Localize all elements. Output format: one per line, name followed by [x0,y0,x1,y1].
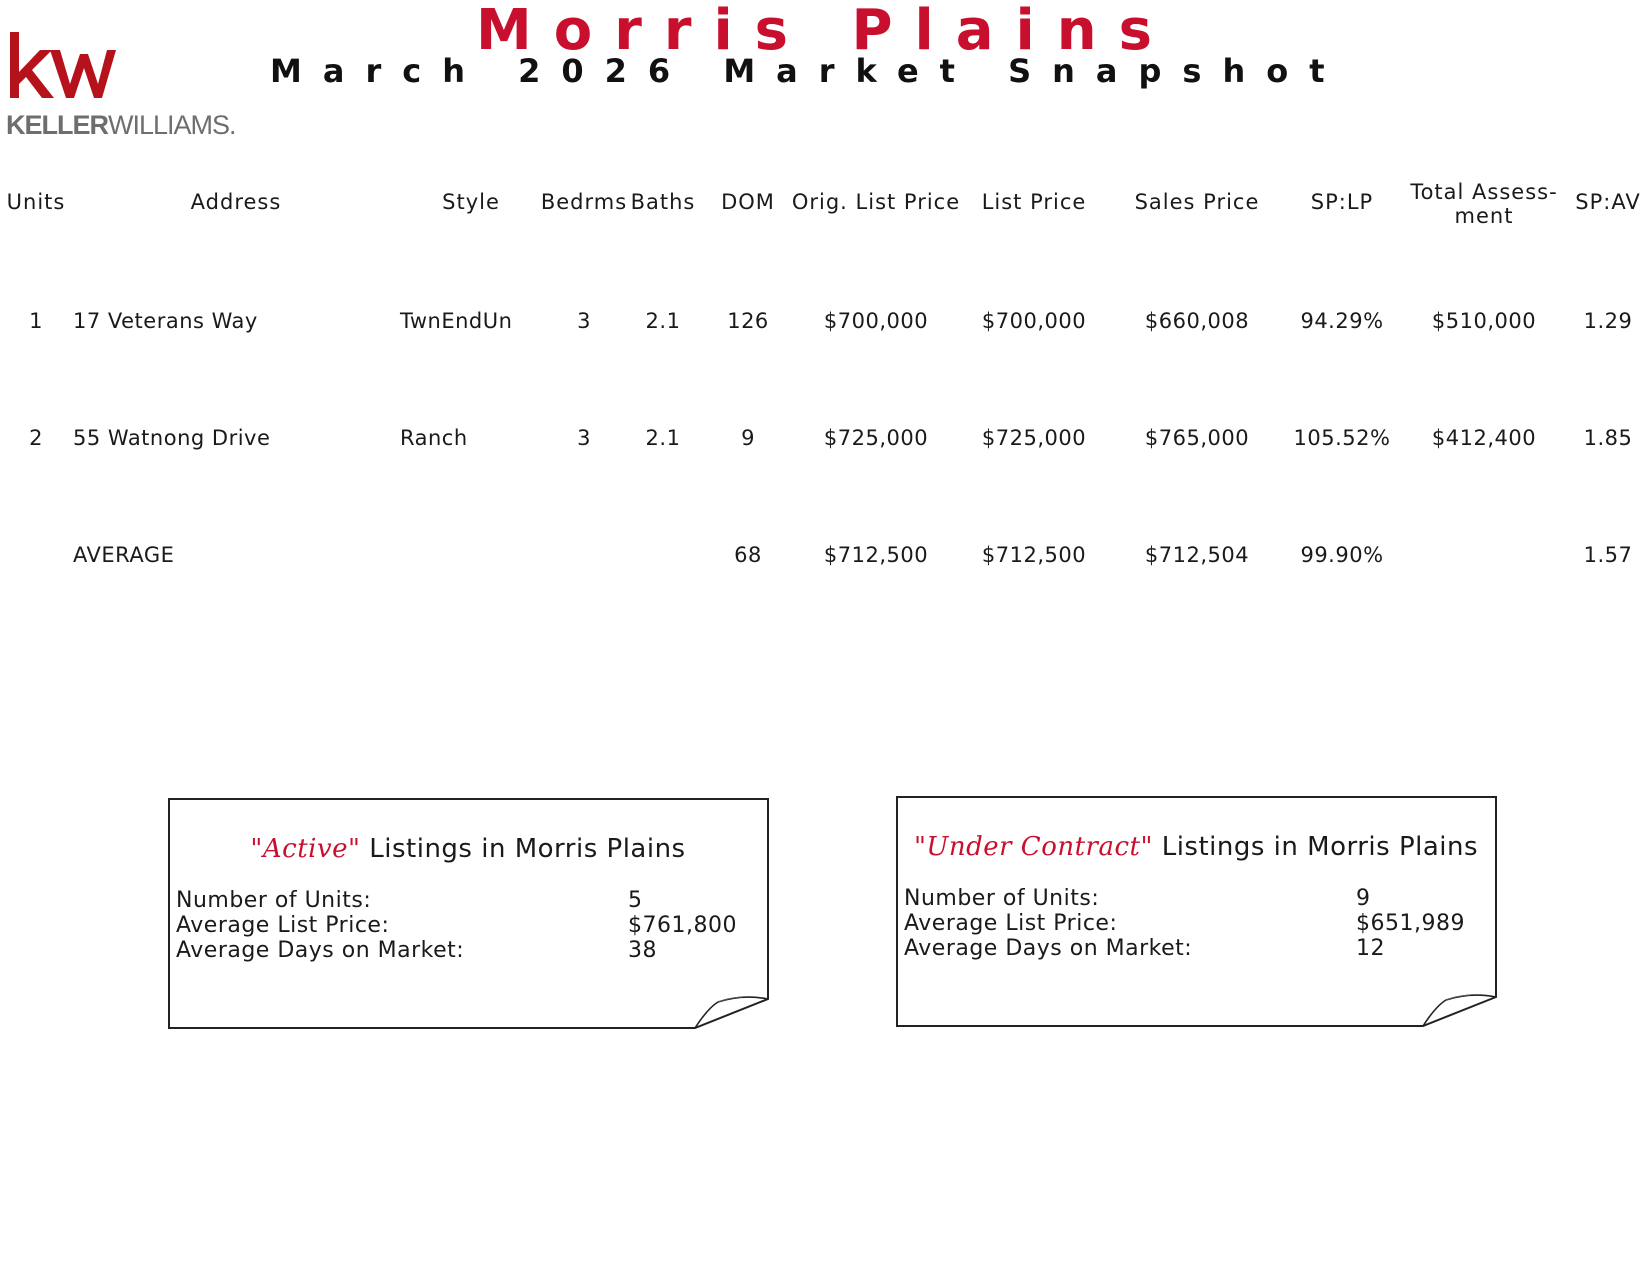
average-orig-list-price: $712,500 [823,543,929,567]
header-total-assessment-line1: Total Assess- [1410,180,1558,204]
header-sp-av: SP:AV [1575,190,1641,214]
keller-williams-wordmark: KELLERWILLIAMS. [6,110,236,140]
header-style: Style [442,190,500,214]
cell-orig-list-price: $700,000 [823,309,929,333]
header-list-price: List Price [981,190,1087,214]
cell-list-price: $700,000 [981,309,1087,333]
header-address: Address [190,190,282,214]
cell-sp-lp: 105.52% [1293,426,1391,450]
header-sales-price: Sales Price [1134,190,1260,214]
cell-total-assessment: $510,000 [1431,309,1537,333]
cell-sp-lp: 94.29% [1300,309,1384,333]
average-sp-lp: 99.90% [1300,543,1384,567]
contract-avg-dom-value: 12 [1356,936,1385,961]
contract-units-label: Number of Units: [904,886,1100,911]
cell-sales-price: $765,000 [1144,426,1250,450]
average-list-price: $712,500 [981,543,1087,567]
active-listings-title: "Active" Listings in Morris Plains [250,834,686,864]
contract-avg-list-price-label: Average List Price: [904,911,1118,936]
active-listings-card [168,798,768,1028]
cell-total-assessment: $412,400 [1431,426,1537,450]
contract-units-value: 9 [1356,886,1371,911]
cell-baths: 2.1 [645,309,681,333]
under-contract-card [896,796,1496,1026]
cell-sp-av: 1.85 [1583,426,1633,450]
average-label: AVERAGE [73,543,175,567]
cell-baths: 2.1 [645,426,681,450]
cell-list-price: $725,000 [981,426,1087,450]
average-sp-av: 1.57 [1583,543,1633,567]
average-dom: 68 [734,543,762,567]
page-title: Morris Plains [476,0,1174,63]
active-avg-list-price-value: $761,800 [628,913,737,938]
header-baths: Baths [630,190,696,214]
header-units: Units [6,190,66,214]
cell-style: TwnEndUn [400,309,513,333]
header-total-assessment-line2: ment [1454,204,1514,228]
cell-bedrms: 3 [577,309,591,333]
active-units-label: Number of Units: [176,888,372,913]
cell-dom: 126 [727,309,769,333]
contract-avg-list-price-value: $651,989 [1356,911,1465,936]
active-avg-dom-label: Average Days on Market: [176,938,465,963]
page-subtitle: March 2026 Market Snapshot [270,52,1346,90]
cell-orig-list-price: $725,000 [823,426,929,450]
cell-style: Ranch [400,426,468,450]
header-total-assessment [1410,180,1557,228]
cell-address: 17 Veterans Way [73,309,258,333]
cell-sales-price: $660,008 [1144,309,1250,333]
cell-bedrms: 3 [577,426,591,450]
cell-sp-av: 1.29 [1583,309,1633,333]
under-contract-title: "Under Contract" Listings in Morris Plains [913,832,1479,862]
active-avg-list-price-label: Average List Price: [176,913,390,938]
header-sp-lp: SP:LP [1310,190,1374,214]
header-bedrms: Bedrms [540,190,628,214]
cell-unit: 2 [29,426,43,450]
cell-dom: 9 [741,426,755,450]
cell-address: 55 Watnong Drive [73,426,271,450]
cell-unit: 1 [29,309,43,333]
average-sales-price: $712,504 [1144,543,1250,567]
active-avg-dom-value: 38 [628,938,657,963]
active-units-value: 5 [628,888,643,913]
contract-avg-dom-label: Average Days on Market: [904,936,1193,961]
header-dom: DOM [721,190,775,214]
header-orig-list-price: Orig. List Price [791,190,961,214]
